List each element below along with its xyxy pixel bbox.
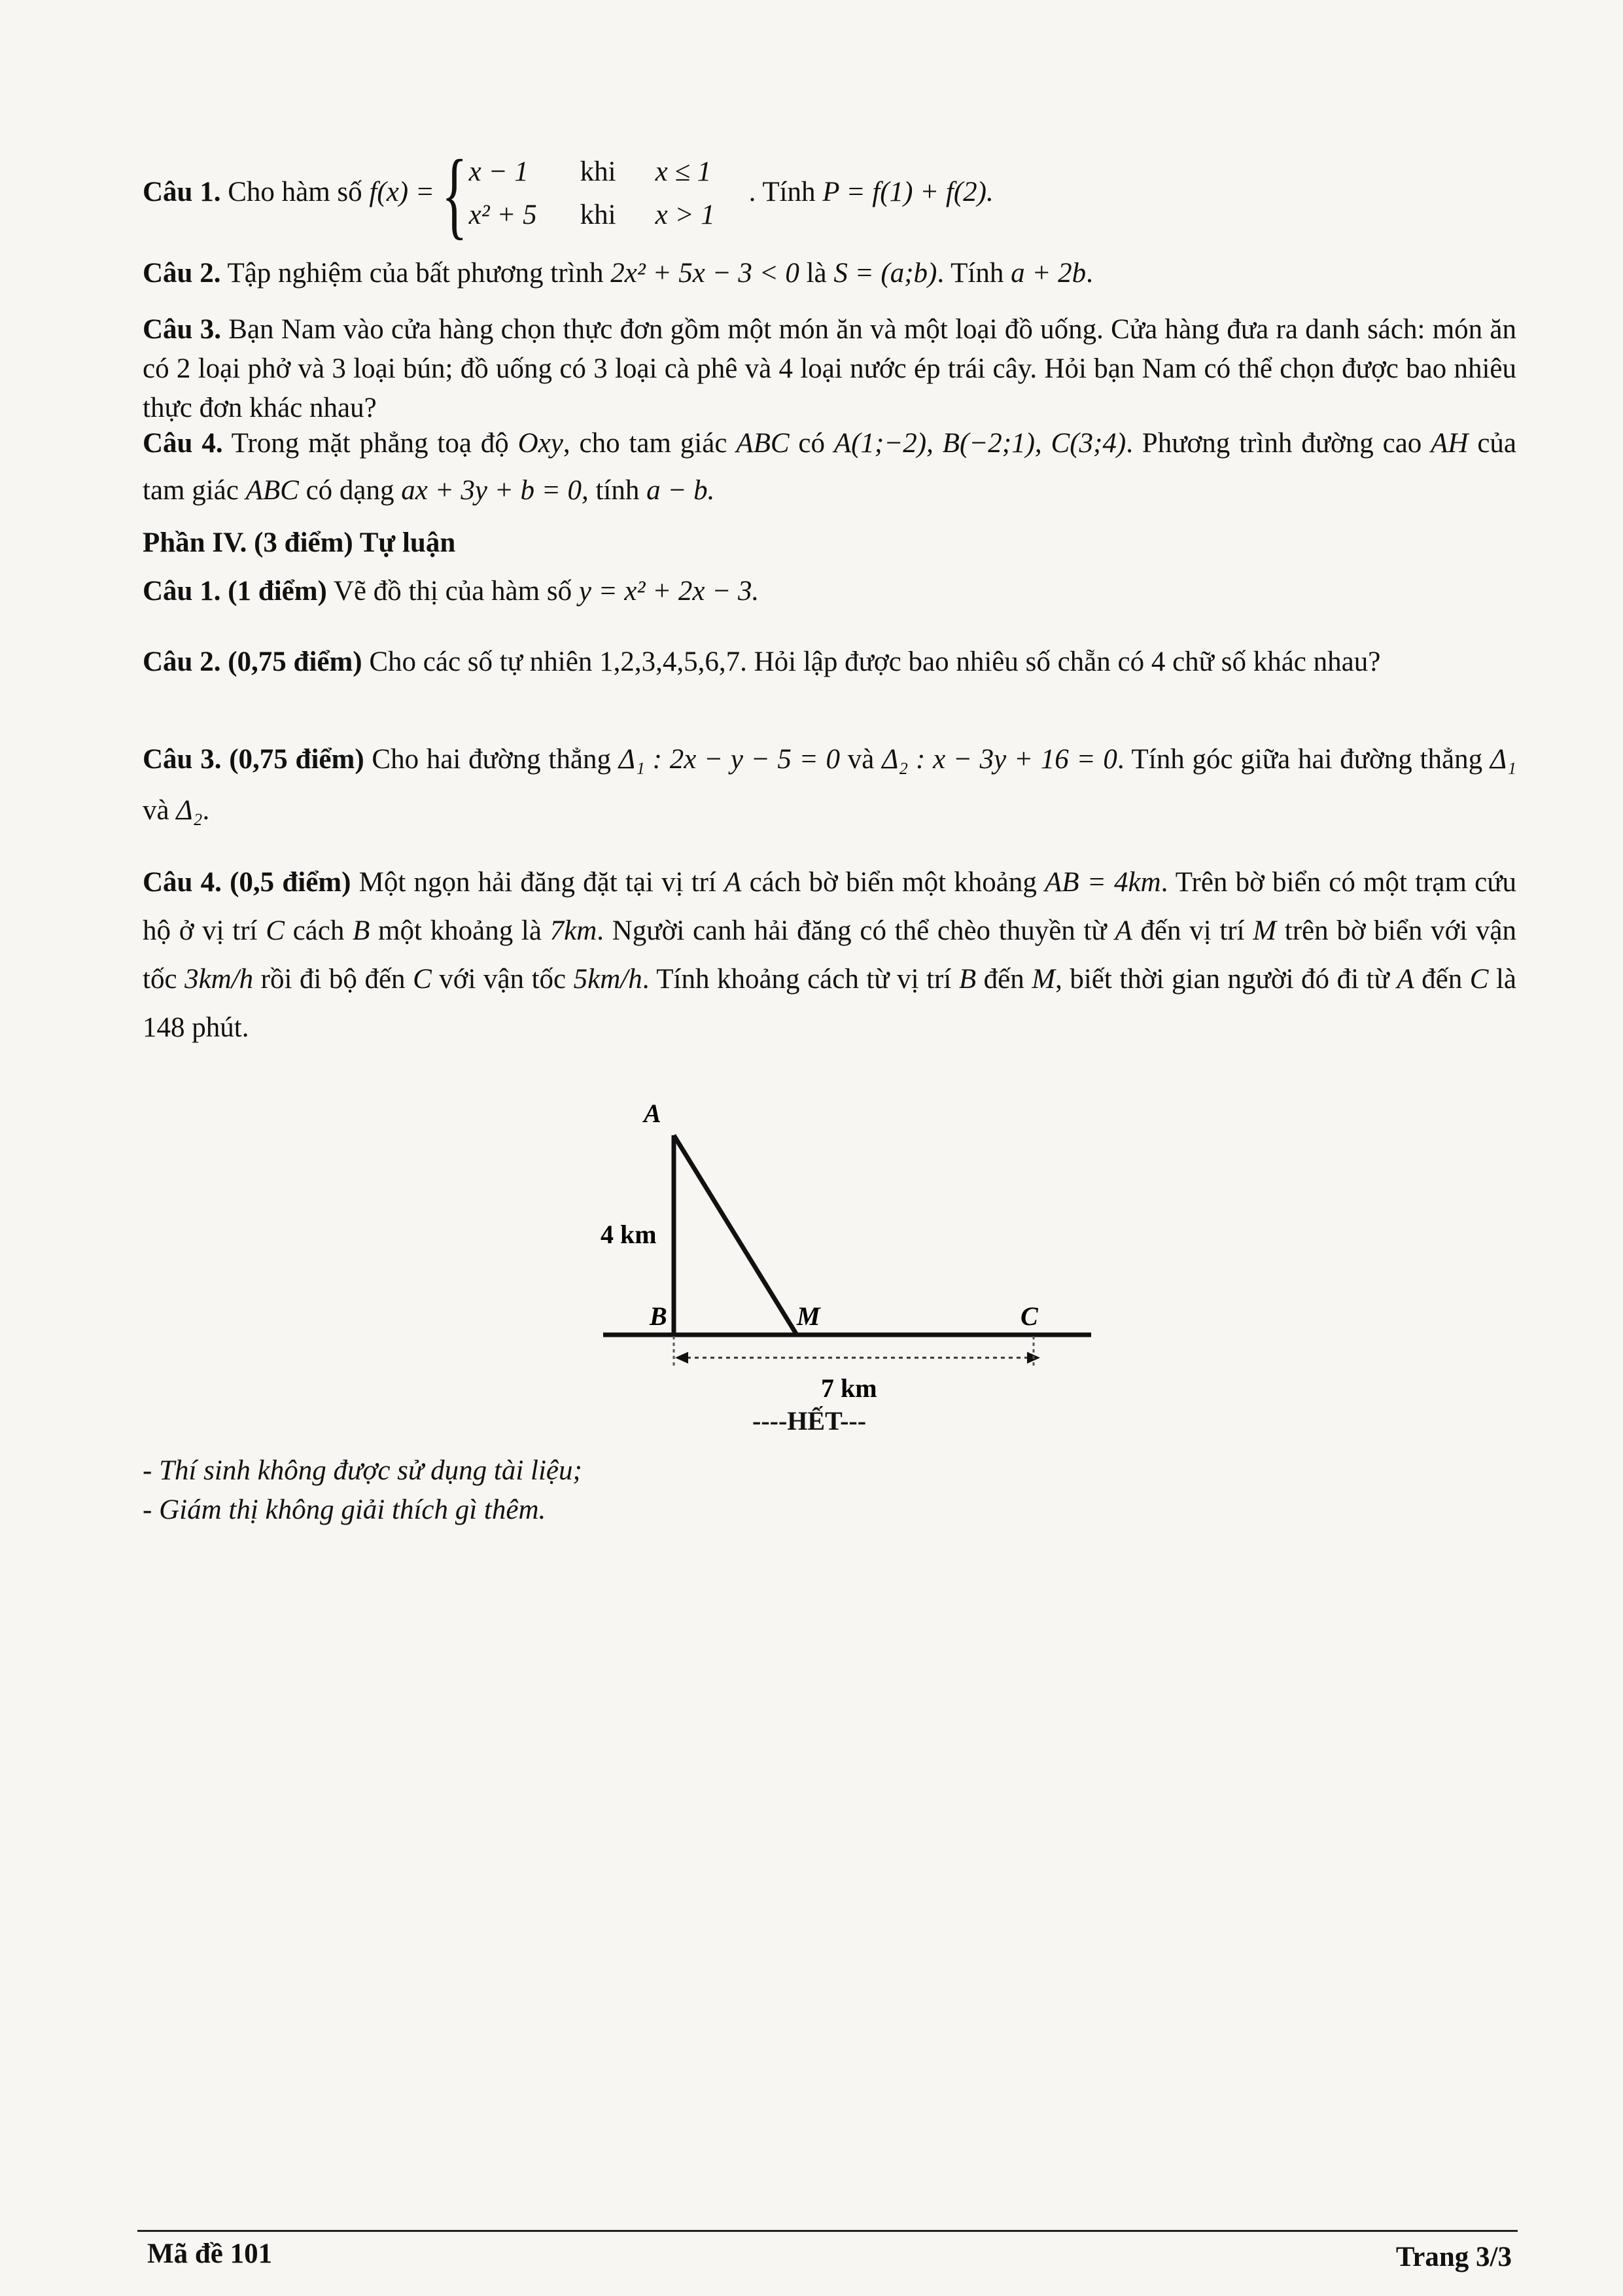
question-4 bbox=[143, 420, 1516, 514]
q1-text-b: . Tính bbox=[748, 176, 823, 207]
essay-question-3 bbox=[143, 734, 1516, 836]
essay-question-2 bbox=[143, 639, 1516, 686]
e3-text-b: và bbox=[839, 744, 882, 775]
label-c: C bbox=[1021, 1301, 1038, 1331]
q4-abc: ABC bbox=[736, 428, 790, 459]
case2-khi: khi bbox=[580, 200, 616, 230]
lighthouse-figure bbox=[589, 1099, 1106, 1413]
e4-label: Câu 4. (0,5 điểm) bbox=[143, 867, 351, 898]
case1-expr: x − 1 bbox=[468, 156, 529, 187]
q2-text-b: là bbox=[799, 258, 834, 289]
q3-text: Bạn Nam vào cửa hàng chọn thực đơn gồm một món ăn và một loại đồ uống. Cửa hàng đưa ra danh sách: món ăn có 2 loại phở và 3 loại bún; đồ uống có 3 loại cà phê và 4 loại nước ép trái cây. Hỏi bạn Nam có thể chọn được bao nhiêu thực đơn khác nhau? bbox=[143, 314, 1516, 423]
question-3 bbox=[143, 310, 1516, 428]
brace-glyph: { bbox=[441, 140, 468, 249]
label-7km: 7 km bbox=[821, 1373, 877, 1403]
e4-text-o: là 148 phút. bbox=[143, 964, 1516, 1043]
e4-distance-ab: AB = 4km bbox=[1045, 867, 1161, 898]
q2-inequality: 2x² + 5x − 3 < 0 bbox=[610, 258, 799, 289]
e4-text-m: , biết thời gian người đó đi từ bbox=[1055, 964, 1397, 995]
end-mark: ----HẾT--- bbox=[752, 1406, 867, 1436]
q2-expr: a + 2b bbox=[1011, 258, 1087, 289]
e4-point-m2: M bbox=[1032, 964, 1056, 995]
e3-label: Câu 3. (0,75 điểm) bbox=[143, 744, 364, 775]
q4-label: Câu 4. bbox=[143, 428, 223, 459]
e3-line-1: Δ₁ : 2x − y − 5 = 0 bbox=[618, 744, 840, 775]
q4-text-a: Trong mặt phẳng toạ độ bbox=[222, 428, 518, 459]
e4-speed-2: 5km/h bbox=[573, 964, 642, 995]
e2-label: Câu 2. (0,75 điểm) bbox=[143, 646, 362, 677]
q4-text-c: có bbox=[789, 428, 834, 459]
q1-text-a: Cho hàm số bbox=[220, 176, 370, 207]
e3-line-1b: Δ₁ bbox=[1490, 744, 1517, 775]
note-1: - Thí sinh không được sử dụng tài liệu; bbox=[143, 1455, 582, 1486]
q2-text: Tập nghiệm của bất phương trình bbox=[220, 258, 611, 289]
e4-speed-1: 3km/h bbox=[184, 964, 254, 995]
q4-text-g: tính bbox=[588, 475, 647, 506]
e4-text-e: một khoảng là bbox=[370, 915, 550, 946]
question-2 bbox=[143, 250, 1516, 297]
e4-point-c3: C bbox=[1469, 964, 1489, 995]
q2-label: Câu 2. bbox=[143, 258, 221, 289]
q2-text-c: . Tính bbox=[937, 258, 1011, 289]
label-m: M bbox=[797, 1301, 820, 1331]
e4-text-f: . Người canh hải đăng có thể chèo thuyền từ bbox=[597, 915, 1115, 946]
e4-point-b2: B bbox=[958, 964, 977, 995]
e1-label: Câu 1. (1 điểm) bbox=[143, 576, 327, 607]
segment-am bbox=[674, 1135, 797, 1335]
e3-text-d: và bbox=[143, 795, 177, 826]
e3-end: . bbox=[202, 795, 210, 826]
e4-text-g: đến vị trí bbox=[1132, 915, 1253, 946]
e4-text-d: cách bbox=[284, 915, 353, 946]
question-1 bbox=[143, 140, 1516, 249]
e4-point-c2: C bbox=[413, 964, 432, 995]
essay-question-1 bbox=[143, 568, 1516, 615]
q4-points: A(1;−2), B(−2;1), C(3;4) bbox=[833, 428, 1126, 459]
q4-text-b: , cho tam giác bbox=[563, 428, 737, 459]
footer-divider bbox=[137, 2230, 1518, 2232]
case1-cond: x ≤ 1 bbox=[655, 156, 712, 187]
e4-text-l: đến bbox=[976, 964, 1032, 995]
e4-point-m: M bbox=[1253, 915, 1277, 946]
e4-point-a3: A bbox=[1397, 964, 1414, 995]
e4-text-c: . Trên bờ biển có một trạm cứu hộ ở vị trí bbox=[143, 867, 1516, 946]
q2-end: . bbox=[1086, 258, 1093, 289]
e4-text-i: rồi đi bộ đến bbox=[253, 964, 413, 995]
label-4km: 4 km bbox=[601, 1220, 657, 1249]
q4-expr: a − b. bbox=[646, 475, 715, 506]
q1-func: f(x) = bbox=[369, 176, 434, 207]
part-4-heading: Phần IV. (3 điểm) Tự luận bbox=[143, 527, 456, 558]
e1-func: y = x² + 2x − 3. bbox=[578, 576, 759, 607]
e3-text-a: Cho hai đường thẳng bbox=[364, 744, 619, 775]
q4-text-e: của tam giác bbox=[143, 428, 1517, 506]
q1-label: Câu 1. bbox=[143, 176, 221, 207]
q3-label: Câu 3. bbox=[143, 314, 221, 345]
q4-text-d: . Phương trình đường cao bbox=[1126, 428, 1431, 459]
note-2: - Giám thị không giải thích gì thêm. bbox=[143, 1494, 546, 1525]
e4-point-b: B bbox=[353, 915, 370, 946]
page-number: Trang 3/3 bbox=[1395, 2242, 1512, 2272]
e2-text: Cho các số tự nhiên 1,2,3,4,5,6,7. Hỏi lập được bao nhiêu số chẵn có 4 chữ số khác nhau? bbox=[362, 646, 1381, 677]
e4-text-b: cách bờ biển một khoảng bbox=[741, 867, 1045, 898]
e4-text-k: . Tính khoảng cách từ vị trí bbox=[642, 964, 959, 995]
e4-point-a2: A bbox=[1115, 915, 1132, 946]
e4-text-a: Một ngọn hải đăng đặt tại vị trí bbox=[351, 867, 725, 898]
exam-code: Mã đề 101 bbox=[147, 2238, 273, 2269]
q4-abc2: ABC bbox=[245, 475, 299, 506]
e4-text-n: đến bbox=[1414, 964, 1470, 995]
e4-distance-bc: 7km bbox=[550, 915, 597, 946]
e3-line-2b: Δ₂ bbox=[176, 795, 203, 826]
label-a: A bbox=[644, 1099, 661, 1128]
e4-point-a: A bbox=[724, 867, 742, 898]
label-b: B bbox=[650, 1301, 667, 1331]
case1-khi: khi bbox=[580, 156, 616, 187]
e4-text-j: với vận tốc bbox=[431, 964, 574, 995]
e3-text-c: . Tính góc giữa hai đường thẳng bbox=[1117, 744, 1490, 775]
essay-question-4 bbox=[143, 858, 1516, 1052]
cases-table bbox=[469, 150, 715, 237]
q4-ah: AH bbox=[1431, 428, 1469, 459]
case2-cond: x > 1 bbox=[655, 200, 715, 230]
piecewise-cases bbox=[441, 140, 749, 249]
e3-line-2: Δ₂ : x − 3y + 16 = 0 bbox=[882, 744, 1117, 775]
q1-formula: P = f(1) + f(2). bbox=[822, 176, 994, 207]
arrow-left-icon bbox=[675, 1352, 688, 1364]
case2-expr: x² + 5 bbox=[468, 200, 537, 230]
e1-text: Vẽ đồ thị của hàm số bbox=[326, 576, 579, 607]
e4-point-c: C bbox=[266, 915, 285, 946]
q2-set: S = (a;b) bbox=[833, 258, 937, 289]
e4-text-h: trên bờ biển với vận tốc bbox=[143, 915, 1516, 995]
q4-equation: ax + 3y + b = 0, bbox=[401, 475, 589, 506]
q4-oxy: Oxy bbox=[517, 428, 563, 459]
q4-text-f: có dạng bbox=[298, 475, 402, 506]
